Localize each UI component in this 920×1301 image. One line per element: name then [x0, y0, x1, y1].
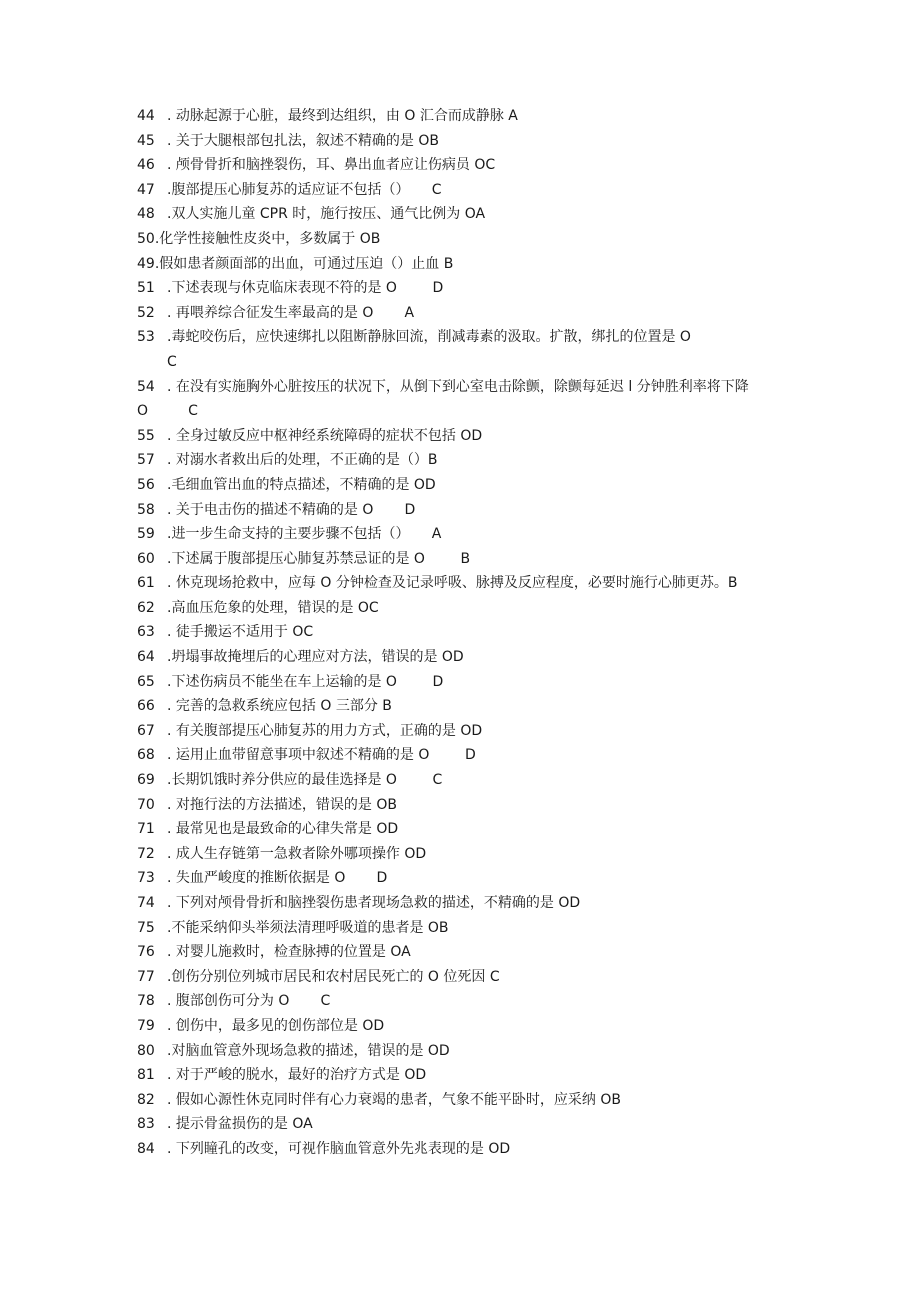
question-number: 46	[137, 157, 155, 174]
question-number: 55	[137, 427, 155, 444]
question-text: . 假如心源性休克同时伴有心力衰竭的患者，气象不能平卧时，应采纳 OB	[167, 1091, 621, 1108]
question-item	[137, 227, 762, 252]
question-number: 60	[137, 550, 155, 567]
question-item	[137, 989, 762, 1014]
question-item	[137, 202, 762, 227]
question-number: 51	[137, 280, 155, 297]
question-item	[137, 276, 762, 301]
question-number: 61	[137, 575, 155, 592]
question-number: 68	[137, 747, 155, 764]
question-text: .坍塌事故掩埋后的心理应对方法，错误的是 OD	[167, 649, 464, 666]
question-text: . 对拖行法的方法描述，错误的是 OB	[167, 796, 397, 813]
question-item	[137, 252, 762, 277]
question-item	[137, 448, 762, 473]
question-number: 75	[137, 919, 155, 936]
question-text: . 再喂养综合征发生率最高的是 O A	[167, 304, 415, 321]
question-number: 45	[137, 132, 155, 149]
question-item	[137, 817, 762, 842]
question-item	[137, 1063, 762, 1088]
question-text: .创伤分别位列城市居民和农村居民死亡的 O 位死因 C	[167, 968, 500, 985]
question-item	[137, 916, 762, 941]
question-number: 79	[137, 1017, 155, 1034]
question-item	[137, 940, 762, 965]
question-number: 84	[137, 1140, 155, 1157]
question-item	[137, 375, 762, 424]
question-number: 63	[137, 624, 155, 641]
question-item	[137, 424, 762, 449]
question-text: 假如患者颜面部的出血，可通过压迫（）止血 B	[159, 255, 454, 272]
question-item	[137, 1039, 762, 1064]
question-text: .双人实施儿童 CPR 时，施行按压、通气比例为 OA	[167, 206, 486, 223]
question-number: 67	[137, 722, 155, 739]
question-number: 49.	[137, 255, 160, 272]
question-number: 70	[137, 796, 155, 813]
question-number: 58	[137, 501, 155, 518]
question-text: . 对婴儿施救时，检查脉搏的位置是 OA	[167, 944, 411, 961]
question-item	[137, 891, 762, 916]
question-number: 52	[137, 304, 155, 321]
question-number: 64	[137, 649, 155, 666]
question-number: 57	[137, 452, 155, 469]
question-number: 53	[137, 329, 155, 346]
question-number: 74	[137, 895, 155, 911]
question-text: . 最常见也是最致命的心律失常是 OD	[167, 821, 399, 838]
question-text: . 关于电击伤的描述不精确的是 O D	[167, 501, 416, 518]
question-item	[137, 793, 762, 818]
question-text: . 关于大腿根部包扎法，叙述不精确的是 OB	[167, 132, 439, 149]
question-text: . 创伤中，最多见的创伤部位是 OD	[167, 1017, 385, 1034]
question-item	[137, 768, 762, 793]
question-number: 50.	[137, 230, 160, 247]
question-item	[137, 596, 762, 621]
question-text: . 休克现场抢救中，应每 O 分钟检查及记录呼吸、脉搏及反应程度，必要时施行心肺更苏。B	[167, 575, 738, 592]
question-number: 66	[137, 698, 155, 715]
question-item	[137, 670, 762, 695]
question-item	[137, 153, 762, 178]
question-number: 54	[137, 378, 155, 395]
question-text: .进一步生命支持的主要步骤不包括（） A	[167, 526, 442, 543]
question-item	[137, 1137, 762, 1162]
question-item	[137, 473, 762, 498]
question-text: .毒蛇咬伤后，应快速绑扎以阻断静脉回流，削减毒素的汲取。扩散，绑扎的位置是 O	[167, 329, 691, 346]
question-number: 78	[137, 993, 155, 1010]
question-text: .毛细血管出血的特点描述，不精确的是 OD	[167, 476, 436, 493]
question-text: . 对于严峻的脱水，最好的治疗方式是 OD	[167, 1067, 427, 1084]
question-number: 72	[137, 845, 155, 862]
question-number: 71	[137, 821, 155, 838]
question-item	[137, 1014, 762, 1039]
question-text: . 完善的急救系统应包括 O 三部分 B	[167, 698, 392, 715]
question-text: .对脑血管意外现场急救的描述，错误的是 OD	[167, 1042, 450, 1059]
question-item	[137, 866, 762, 891]
question-text: . 失血严峻度的推断依据是 O D	[167, 870, 388, 887]
question-text: . 对溺水者救出后的处理，不正确的是（）B	[167, 452, 438, 469]
question-number: 59	[137, 526, 155, 543]
question-list	[137, 104, 762, 1162]
question-item	[137, 965, 762, 990]
question-item	[137, 1112, 762, 1137]
question-answer-continuation: C	[167, 353, 177, 370]
question-item	[137, 301, 762, 326]
question-text: . 运用止血带留意事项中叙述不精确的是 O D	[167, 747, 476, 764]
question-text: .高血压危象的处理，错误的是 OC	[167, 599, 379, 616]
question-number: 56	[137, 476, 155, 493]
question-text: . 下列瞳孔的改变，可视作脑血管意外先兆表现的是 OD	[167, 1140, 511, 1157]
question-text: 化学性接触性皮炎中，多数属于 OB	[159, 230, 381, 247]
question-text: . 全身过敏反应中枢神经系统障碍的症状不包括 OD	[167, 427, 483, 444]
question-number: 65	[137, 673, 155, 690]
question-item	[137, 719, 762, 744]
question-item	[137, 325, 762, 374]
question-text: . 颅骨骨折和脑挫裂伤，耳、鼻出血者应让伤病员 OC	[167, 157, 496, 174]
question-item	[137, 694, 762, 719]
question-text: . 动脉起源于心脏，最终到达组织，由 O 汇合而成静脉 A	[167, 108, 518, 124]
question-text: .下述表现与休克临床表现不符的是 O D	[167, 280, 444, 297]
question-number: 62	[137, 599, 155, 616]
question-number: 47	[137, 181, 155, 198]
question-item	[137, 498, 762, 523]
question-text: .下述属于腹部提压心肺复苏禁忌证的是 O B	[167, 550, 471, 567]
question-text: .腹部提压心肺复苏的适应证不包括（） C	[167, 181, 442, 198]
question-text: . 有关腹部提压心肺复苏的用力方式，正确的是 OD	[167, 722, 483, 739]
question-item	[137, 178, 762, 203]
question-item	[137, 842, 762, 867]
question-item	[137, 620, 762, 645]
question-text: . 提示骨盆损伤的是 OA	[167, 1116, 313, 1133]
question-item	[137, 129, 762, 154]
question-number: 69	[137, 772, 155, 789]
question-item	[137, 547, 762, 572]
question-text: . 徒手搬运不适用于 OC	[167, 624, 314, 641]
question-number: 81	[137, 1067, 155, 1084]
question-text: . 成人生存链第一急救者除外哪项操作 OD	[167, 845, 427, 862]
question-number: 77	[137, 968, 155, 985]
question-item	[137, 104, 762, 129]
question-text: .下述伤病员不能坐在车上运输的是 O D	[167, 673, 444, 690]
question-text: . 腹部创伤可分为 O C	[167, 993, 331, 1010]
question-number: 83	[137, 1116, 155, 1133]
question-item	[137, 1088, 762, 1113]
question-number: 44	[137, 108, 155, 124]
question-text: .不能采纳仰头举须法清理呼吸道的患者是 OB	[167, 919, 449, 936]
question-text: .长期饥饿时养分供应的最佳选择是 O C	[167, 772, 443, 789]
question-item	[137, 743, 762, 768]
question-number: 73	[137, 870, 155, 887]
question-number: 76	[137, 944, 155, 961]
question-text: . 在没有实施胸外心脏按压的状况下，从倒下到心室电击除颤，除颤每延迟 l 分钟胜利率将下降 O C	[137, 378, 754, 420]
question-item	[137, 522, 762, 547]
question-item	[137, 571, 762, 596]
question-number: 80	[137, 1042, 155, 1059]
question-number: 48	[137, 206, 155, 223]
question-number: 82	[137, 1091, 155, 1108]
question-item	[137, 645, 762, 670]
question-text: . 下列对颅骨骨折和脑挫裂伤患者现场急救的描述，不精确的是 OD	[167, 895, 581, 911]
